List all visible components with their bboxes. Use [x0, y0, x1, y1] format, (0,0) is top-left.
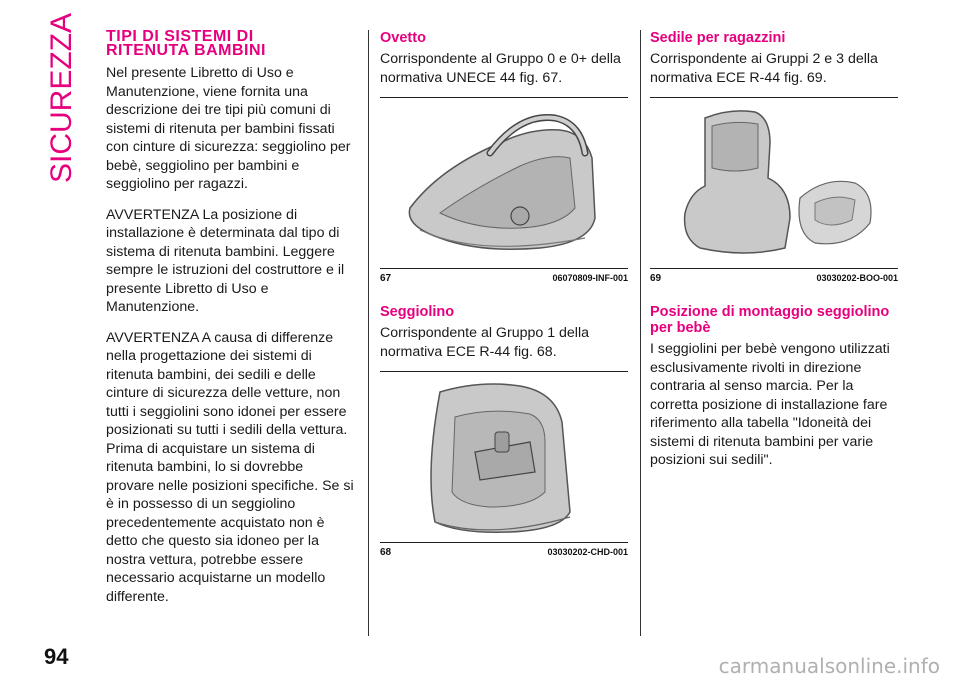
section-name: SICUREZZA [45, 12, 79, 184]
paragraph-sedile-ragazzini: Corrispondente ai Gruppi 2 e 3 della normativa ECE R-44 fig. 69. [650, 51, 878, 86]
paragraph-ovetto: Corrispondente al Gruppo 0 e 0+ della normativa UNECE 44 fig. 67. [380, 51, 621, 86]
figure-69-code: 03030202-BOO-001 [816, 273, 898, 283]
section-sidebar-label [40, 12, 84, 184]
paragraph-posizione-montaggio: I seggiolini per bebè vengono utilizzati esclusivamente rivolti in direzione contraria al senso marcia. Per la corretta posizione di installazione fare riferimento alla tabella "Idoneità dei sistemi di ritenuta bambini per varie posizioni sui sedili". [650, 341, 890, 468]
footer-watermark: carmanualsonline.info [718, 654, 940, 678]
heading-ovetto: Ovetto [380, 30, 426, 46]
figure-69-number: 69 [650, 273, 662, 284]
figure-69 [650, 97, 898, 269]
heading-posizione-montaggio: Posizione di montaggio seggiolino per bebè [650, 304, 890, 336]
figure-69-caption [650, 273, 898, 284]
figure-68 [380, 371, 628, 543]
figure-67 [380, 97, 628, 269]
section-title [106, 30, 354, 58]
child-seat-illustration [380, 372, 628, 542]
intro-paragraph: Nel presente Libretto di Uso e Manutenzione, viene fornita una descrizione dei tre tipi più comuni di sistemi di ritenuta per bambini fissati con cinture di sicurezza: seggiolino per bebè, seggiolino per bambini e seggiolino per ragazzi. [106, 65, 351, 192]
section-title-line2: RITENUTA BAMBINI [106, 42, 266, 59]
warning-paragraph-2: AVVERTENZA A causa di differenze nella progettazione dei sistemi di ritenuta bambini, dei sedili e delle cinture di sicurezza delle vetture, non tutti i seggiolini sono idonei per essere posizionati su tutti i sedili della vettura. Prima di acquistare un sistema di ritenuta bambini, lo si dovrebbe provare nelle posizioni specifiche. Se si è in possesso di un seggiolino precedentemente acquistato non è detto che questo sia idoneo per la nostra vettura, potrebbe essere necessario acquistarne un modello differente. [106, 329, 354, 605]
column-ovetto-seggiolino [380, 30, 628, 558]
booster-seat-illustration [650, 98, 898, 268]
heading-sedile-ragazzini: Sedile per ragazzini [650, 30, 786, 46]
figure-67-caption [380, 273, 628, 284]
figure-68-number: 68 [380, 547, 392, 558]
figure-67-number: 67 [380, 273, 392, 284]
infant-carrier-illustration [380, 98, 628, 268]
paragraph-seggiolino: Corrispondente al Gruppo 1 della normativa ECE R-44 fig. 68. [380, 325, 590, 360]
page-number: 94 [44, 644, 69, 669]
warning-paragraph-1: AVVERTENZA La posizione di installazione è determinata dal tipo di sistema di ritenuta bambini. Leggere sempre le istruzioni del costruttore e il presente Libretto di Uso e Manutenzione. [106, 206, 345, 315]
heading-seggiolino: Seggiolino [380, 304, 455, 320]
figure-68-caption [380, 547, 628, 558]
column-divider-2 [640, 30, 641, 636]
section-title-line1: TIPI DI SISTEMI DI [106, 28, 254, 45]
column-divider-1 [368, 30, 369, 636]
column-sedile-posizione [650, 30, 898, 482]
column-intro [106, 30, 354, 618]
figure-68-code: 03030202-CHD-001 [547, 547, 628, 557]
figure-67-code: 06070809-INF-001 [552, 273, 628, 283]
